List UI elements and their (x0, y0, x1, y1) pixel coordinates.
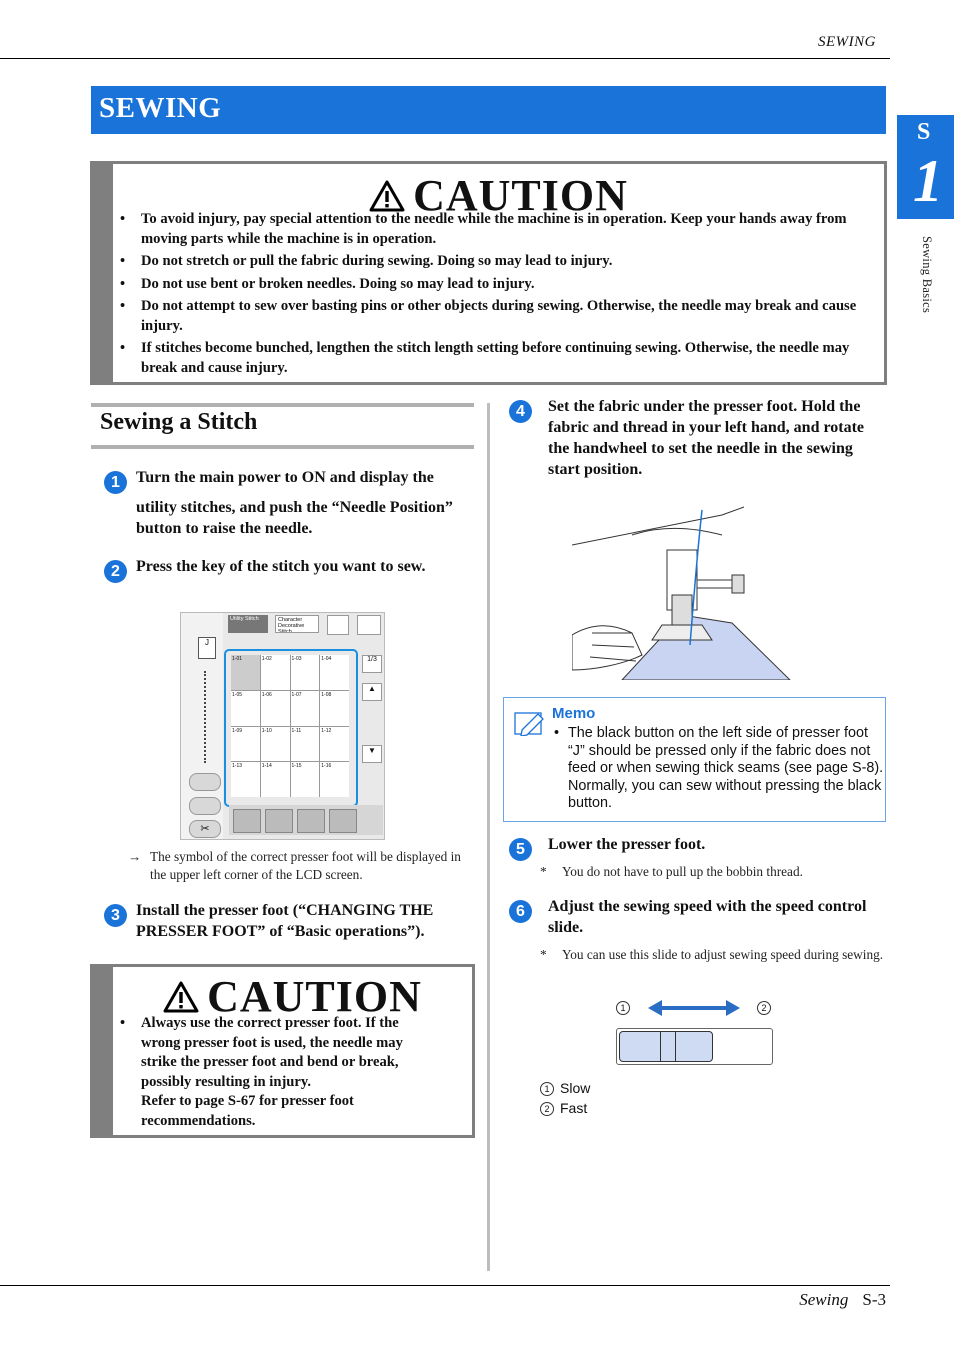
caution-list-bottom (113, 1014, 433, 1134)
running-header: SEWING (818, 34, 876, 50)
page-footer (799, 1290, 886, 1310)
caution-item: • Do not use bent or broken needles. Doing so may lead to injury. (113, 275, 883, 295)
step-5-note: * You do not have to pull up the bobbin thread. (540, 864, 803, 879)
stitch-key[interactable]: 1-06 (261, 691, 290, 726)
stitch-key[interactable]: 1-13 (231, 762, 260, 797)
step-6-note: * You can use this slide to adjust sewing speed during sewing. (540, 947, 884, 962)
tab-utility-stitch[interactable]: Utility Stitch (228, 615, 268, 633)
caution-box-top (90, 161, 887, 385)
lcd-screen-illustration (180, 612, 385, 840)
legend-item: 2 Fast (540, 1100, 590, 1116)
memo-title: Memo (552, 705, 596, 722)
header-rule (0, 58, 890, 59)
lcd-function-button[interactable] (297, 809, 325, 833)
caution-stripe (93, 164, 113, 382)
lcd-function-button[interactable] (329, 809, 357, 833)
stitch-key[interactable]: 1-04 (320, 655, 349, 690)
page-indicator: 1/3 (362, 655, 382, 673)
caution-item: • If stitches become bunched, lengthen the stitch length setting before continuing sewing. Otherwise, the needle may break and cause injury. (113, 339, 883, 378)
caution-title: CAUTION (113, 174, 884, 218)
scroll-down-button[interactable]: ▼ (362, 745, 382, 763)
caution-list-top (113, 210, 883, 381)
footer-rule (0, 1285, 890, 1286)
presser-foot-button[interactable] (189, 773, 221, 791)
slow-marker: 1 (616, 1001, 630, 1015)
scissors-button[interactable]: ✂ (189, 820, 221, 838)
stitch-key[interactable]: 1-05 (231, 691, 260, 726)
side-section-label: Sewing Basics (920, 236, 934, 314)
page-title-bar (91, 86, 886, 134)
speed-slider-knob[interactable] (619, 1031, 713, 1062)
arrow-marker: → (128, 849, 142, 864)
presser-foot-illustration (572, 505, 792, 680)
caution-item: • Do not stretch or pull the fabric during sewing. Doing so may lead to injury. (113, 252, 883, 272)
stitch-key[interactable]: 1-07 (291, 691, 320, 726)
stitch-key[interactable]: 1-09 (231, 727, 260, 762)
stitch-key[interactable]: 1-10 (261, 727, 290, 762)
needle-position-button[interactable] (189, 797, 221, 815)
step-5-badge: 5 (509, 838, 532, 861)
step-2-note: → The symbol of the correct presser foot will be displayed in the upper left corner of the LCD screen. (128, 849, 461, 882)
lock-icon[interactable] (327, 615, 349, 635)
stitch-key[interactable]: 1-08 (320, 691, 349, 726)
stitch-key[interactable]: 1-01 (231, 655, 260, 690)
column-divider (487, 403, 490, 1271)
page-number: S-3 (862, 1290, 886, 1309)
step-6-text: Adjust the sewing speed with the speed control slide. (548, 898, 867, 936)
step-5-text: Lower the presser foot. (548, 836, 706, 853)
caution-title: CAUTION (113, 975, 472, 1019)
footer-section: Sewing (799, 1290, 849, 1309)
stitch-key[interactable]: 1-14 (261, 762, 290, 797)
step-4-badge: 4 (509, 400, 532, 423)
fast-marker: 2 (757, 1001, 771, 1015)
chapter-tab (897, 115, 954, 219)
legend-item: 1 Slow (540, 1080, 590, 1096)
stitch-key[interactable]: 1-03 (291, 655, 320, 690)
presser-foot-drawing (572, 505, 792, 680)
stitch-key[interactable]: 1-16 (320, 762, 349, 797)
page-title: SEWING (99, 92, 222, 124)
stitch-key[interactable]: 1-11 (291, 727, 320, 762)
step-3-text: Install the presser foot (“CHANGING THE PRESSER FOOT” of “Basic operations”). (136, 902, 434, 940)
section-heading (91, 403, 474, 449)
step-4-text: Set the fabric under the presser foot. Hold the fabric and thread in your left hand, and rotate the handwheel to set the needle in the sewing start position. (548, 398, 865, 478)
chapter-number: 1 (913, 148, 943, 214)
memo-pencil-icon (514, 710, 546, 736)
section-heading-text: Sewing a Stitch (100, 409, 258, 435)
step-3-badge: 3 (104, 904, 127, 927)
stitch-preview-line (204, 671, 207, 763)
memo-box (503, 697, 886, 822)
warning-triangle-icon (163, 981, 199, 1013)
scroll-up-button[interactable]: ▲ (362, 683, 382, 701)
speed-slide-illustration (612, 996, 774, 1066)
lcd-function-button[interactable] (233, 809, 261, 833)
caution-stripe (93, 967, 113, 1135)
tab-character-decorative[interactable]: Character Decorative Stitch (275, 615, 319, 633)
memo-body: • The black button on the left side of presser foot “J” should be pressed only if the fabric does not feed or when sewing thick seams (see page S-8). Normally, you can sew without pressing the black button. (554, 725, 884, 812)
double-arrow-icon (646, 998, 742, 1018)
stitch-key[interactable]: 1-12 (320, 727, 349, 762)
step-2-badge: 2 (104, 560, 127, 583)
stitch-grid (231, 655, 349, 797)
step-1-badge: 1 (104, 471, 127, 494)
lcd-function-button[interactable] (265, 809, 293, 833)
step-6-badge: 6 (509, 900, 532, 923)
step-2-text: Press the key of the stitch you want to sew. (136, 558, 426, 575)
home-icon[interactable] (357, 615, 381, 635)
step-1-text: Turn the main power to ON and display the utility stitches, and push the “Needle Position” button to raise the needle. (136, 469, 453, 537)
caution-box-bottom (90, 964, 475, 1138)
warning-triangle-icon (369, 180, 405, 212)
caution-item: • Always use the correct presser foot. If the wrong presser foot is used, the needle may strike the presser foot and bend or break, possibly resulting in injury. Refer to page S-67 for presser foot recommendations. (113, 1014, 433, 1131)
caution-item: • To avoid injury, pay special attention to the needle while the machine is in operation. Keep your hands away from moving parts while the machine is in operation. (113, 210, 883, 249)
presser-foot-symbol: J (198, 637, 216, 659)
caution-item: • Do not attempt to sew over basting pins or other objects during sewing. Otherwise, the needle may break and cause injury. (113, 297, 883, 336)
chapter-letter: S (917, 119, 931, 145)
slide-legend (540, 1080, 590, 1116)
stitch-key[interactable]: 1-15 (291, 762, 320, 797)
stitch-key[interactable]: 1-02 (261, 655, 290, 690)
